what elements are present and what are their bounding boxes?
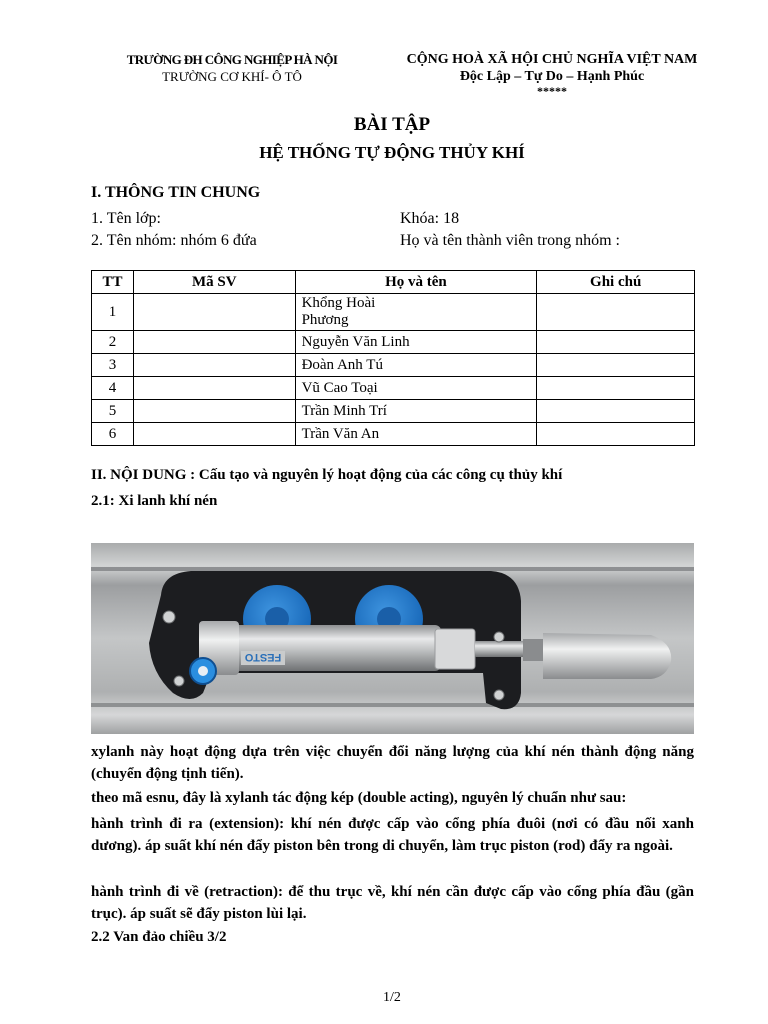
header-student-id: Mã SV (133, 271, 295, 294)
rail-groove-top (91, 567, 694, 571)
screw-icon (163, 611, 175, 623)
table-header-row (92, 271, 695, 294)
members-table (91, 270, 695, 446)
cell-student-id (133, 294, 295, 331)
table-row (92, 423, 695, 446)
cell-name: Khổng Hoài Phương (295, 294, 537, 331)
cell-name: Trần Minh Trí (295, 400, 537, 423)
cell-tt: 6 (92, 423, 134, 446)
cell-note (537, 354, 695, 377)
table-row (92, 377, 695, 400)
course-label: Khóa: 18 (400, 210, 460, 227)
rod-end-nozzle (543, 633, 671, 679)
rod-nut (523, 639, 545, 661)
header-note: Ghi chú (537, 271, 695, 294)
cylinder-photo (91, 543, 694, 734)
class-label: 1. Tên lớp: (91, 210, 161, 227)
cell-student-id (133, 400, 295, 423)
paragraph-1: xylanh này hoạt động dựa trên việc chuyển đổi năng lượng của khí nén thành động năng (chuyển động tịnh tiến). (91, 744, 694, 782)
group-label: 2. Tên nhóm: nhóm 6 đứa (91, 232, 257, 249)
cell-name: Vũ Cao Toại (295, 377, 537, 400)
cell-student-id (133, 377, 295, 400)
cell-student-id (133, 331, 295, 354)
cell-tt: 5 (92, 400, 134, 423)
paragraph-2: theo mã esnu, đây là xylanh tác động kép (double acting), nguyên lý chuẩn như sau: (91, 790, 627, 806)
cell-name: Trần Văn An (295, 423, 537, 446)
screw-icon (174, 676, 184, 686)
table-row (92, 400, 695, 423)
motto-stars: ***** (537, 84, 567, 98)
country-name: CỘNG HOÀ XÃ HỘI CHỦ NGHĨA VIỆT NAM (406, 52, 698, 67)
subsection-2-2-heading: 2.2 Van đảo chiều 3/2 (91, 929, 227, 945)
screw-icon (494, 690, 504, 700)
cylinder-head (435, 629, 475, 669)
section2-heading: II. NỘI DUNG : Cấu tạo và nguyên lý hoạt động của các công cụ thủy khí (91, 467, 563, 483)
paragraph-4: hành trình đi về (retraction): để thu trục về, khí nén cần được cấp vào cổng phía đầu (gần trục). áp suất sẽ đẩy piston lùi lại. (91, 884, 694, 922)
screw-icon (494, 632, 504, 642)
page-number: 1/2 (383, 990, 401, 1005)
festo-logo: FESTO (244, 651, 282, 663)
subsection-2-1-heading: 2.1: Xi lanh khí nén (91, 493, 218, 509)
university-name: TRƯỜNG ĐH CÔNG NGHIỆP HÀ NỘI (126, 52, 338, 67)
motto: Độc Lập – Tự Do – Hạnh Phúc (459, 69, 645, 84)
cell-student-id (133, 354, 295, 377)
paragraph-3: hành trình đi ra (extension): khí nén được cấp vào cổng phía đuôi (nơi có đầu nối xanh dương). áp suất khí nén đẩy piston bên trong di chuyển, làm trục piston (rod) đẩy ra ngoài. (91, 816, 694, 854)
cell-tt: 3 (92, 354, 134, 377)
cell-tt: 1 (92, 294, 134, 331)
rail-groove-bottom (91, 703, 694, 707)
cell-name: Nguyễn Văn Linh (295, 331, 537, 354)
members-label: Họ và tên thành viên trong nhóm : (400, 232, 620, 249)
cell-tt: 4 (92, 377, 134, 400)
table-row (92, 294, 695, 331)
table-row (92, 354, 695, 377)
cell-name: Đoàn Anh Tú (295, 354, 537, 377)
cell-note (537, 400, 695, 423)
cell-student-id (133, 423, 295, 446)
section1-heading: I. THÔNG TIN CHUNG (91, 184, 261, 201)
cell-note (537, 294, 695, 331)
cell-note (537, 423, 695, 446)
document-title: BÀI TẬP (353, 114, 431, 135)
fitting-hole (198, 666, 208, 676)
table-row (92, 331, 695, 354)
cell-note (537, 331, 695, 354)
school-name: TRƯỜNG CƠ KHÍ- Ô TÔ (162, 69, 302, 84)
header-tt: TT (92, 271, 134, 294)
cell-note (537, 377, 695, 400)
document-subtitle: HỆ THỐNG TỰ ĐỘNG THỦY KHÍ (259, 143, 525, 162)
header-full-name: Họ và tên (295, 271, 537, 294)
cell-tt: 2 (92, 331, 134, 354)
piston-rod (475, 641, 525, 657)
